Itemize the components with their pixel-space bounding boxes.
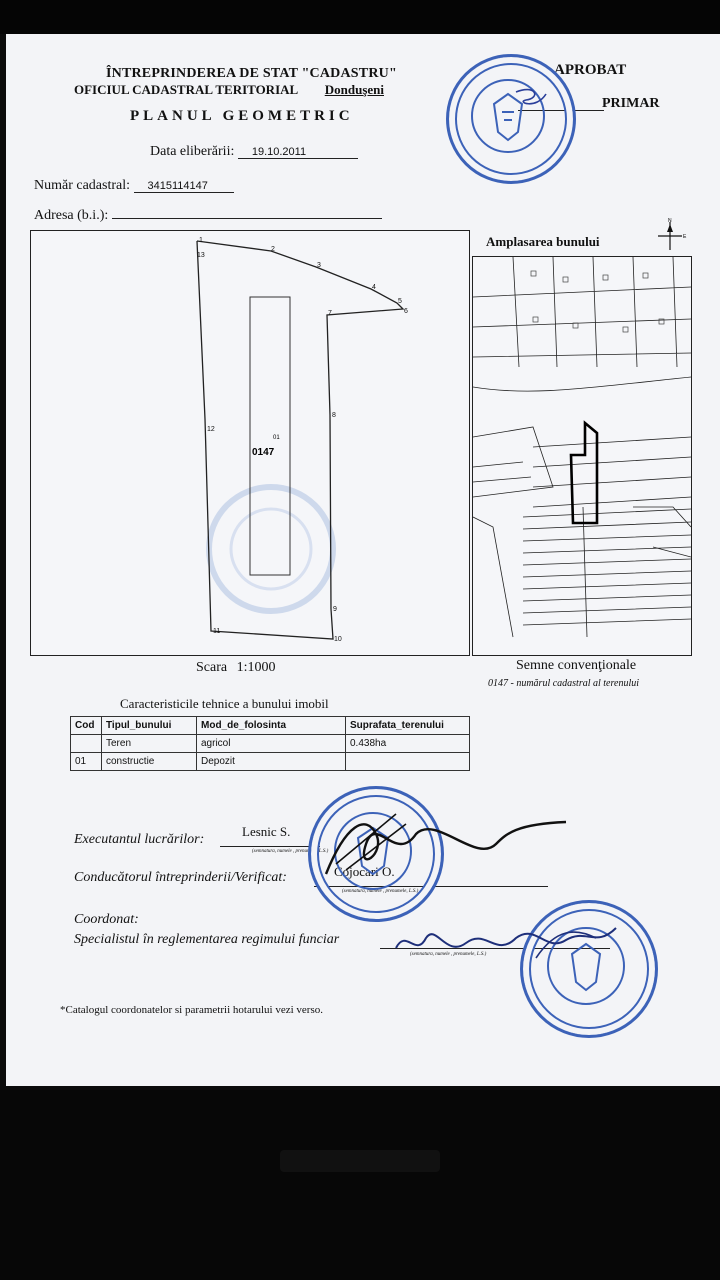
scale-value: 1:1000 [236, 660, 276, 675]
monitor-bezel-bottom [0, 1090, 720, 1280]
column-header: Suprafata_terenului [346, 717, 470, 735]
technical-table [70, 716, 470, 771]
plan-frame [30, 230, 470, 656]
location-map [472, 256, 692, 656]
table-cell: Depozit [197, 753, 346, 771]
manager-signature [306, 804, 586, 884]
point-label: 13 [197, 252, 205, 259]
parcel-highlight [571, 423, 597, 523]
legend-title: Semne convenţionale [516, 658, 637, 673]
point-label: 3 [317, 262, 321, 269]
coordinated-label: Coordonat: [74, 912, 139, 927]
table-cell: constructie [102, 753, 197, 771]
point-label: 8 [332, 412, 336, 419]
cadastral-number-value: 3415114147 [134, 180, 234, 193]
mayor-label: PRIMAR [602, 96, 660, 111]
cadastral-document [6, 34, 720, 1086]
approved-label: APROBAT [554, 62, 627, 78]
point-label: 2 [271, 246, 275, 253]
page-title: PLANUL GEOMETRIC [130, 108, 354, 124]
issue-date-row: Data eliberării: 19.10.2011 [150, 144, 358, 160]
executor-name: Lesnic S. [242, 824, 291, 839]
table-cell: 01 [71, 753, 102, 771]
table-cell [71, 735, 102, 753]
parcel-boundary [197, 241, 403, 639]
legend-entry: 0147 - numărul cadastral al terenului [488, 678, 640, 689]
sign-hint: (semnatura, numele , prenumele, L.S.) [252, 849, 329, 854]
table-cell: Teren [102, 735, 197, 753]
parcel-drawing [31, 231, 469, 655]
mayor-stamp [446, 54, 576, 184]
point-label: 10 [334, 636, 342, 643]
point-label: 7 [328, 310, 332, 317]
point-label: 1 [199, 237, 203, 244]
point-label: 9 [333, 606, 337, 613]
sign-hint: (semnatura, numele , prenumele, L.S.) [342, 889, 419, 894]
office-line: OFICIUL CADASTRAL TERITORIAL Donduşeni [74, 82, 390, 98]
specialist-label: Specialistul în reglementarea regimului funciar [74, 932, 340, 947]
location-title: Amplasarea bunului [486, 234, 600, 249]
technical-title: Caracteristicile tehnice a bunului imobil [120, 696, 329, 711]
executor-label: Executantul lucrărilor: [74, 832, 205, 847]
point-label: 11 [213, 628, 221, 635]
column-header: Mod_de_folosinta [197, 717, 346, 735]
manager-name: Cojocari O. [334, 864, 395, 879]
point-label: 12 [207, 426, 215, 433]
scale-row: Scara 1:1000 [196, 660, 276, 675]
brand-logo [280, 1150, 440, 1172]
table-cell: 0.438ha [346, 735, 470, 753]
manager-label: Conducătorul întreprinderii/Verificat: [74, 870, 287, 885]
sign-hint: (semnatura, numele , prenumele, L.S.) [410, 952, 487, 957]
point-label: 5 [398, 298, 402, 305]
enterprise-title: ÎNTREPRINDEREA DE STAT "CADASTRU" [106, 66, 397, 81]
building-outline [250, 297, 290, 575]
north-arrow-icon [652, 218, 688, 257]
faint-stamp [209, 487, 333, 611]
building-code-label: 01 [273, 435, 280, 441]
table-row [71, 735, 470, 753]
point-label: 4 [372, 284, 376, 291]
issue-date-value: 19.10.2011 [238, 146, 358, 159]
table-header-row [71, 717, 470, 735]
footnote: *Catalogul coordonatelor si parametrii hotarului vezi verso. [60, 1004, 324, 1016]
column-header: Cod [71, 717, 102, 735]
office-name: Donduşeni [324, 82, 384, 97]
table-row [71, 753, 470, 771]
address-value [112, 204, 382, 219]
parcel-number-label: 0147 [252, 447, 275, 458]
cadastral-number-row: Număr cadastral: 3415114147 [34, 178, 234, 194]
specialist-signature [386, 918, 626, 968]
executor-line [220, 846, 320, 847]
monitor-bezel-top [0, 0, 720, 34]
point-labels [197, 237, 408, 643]
svg-text:N: N [668, 218, 672, 224]
column-header: Tipul_bunului [102, 717, 197, 735]
address-row: Adresa (b.i.): [34, 204, 382, 224]
svg-text:E: E [683, 234, 687, 240]
location-map-drawing [473, 257, 691, 655]
table-cell [346, 753, 470, 771]
table-cell: agricol [197, 735, 346, 753]
point-label: 6 [404, 308, 408, 315]
